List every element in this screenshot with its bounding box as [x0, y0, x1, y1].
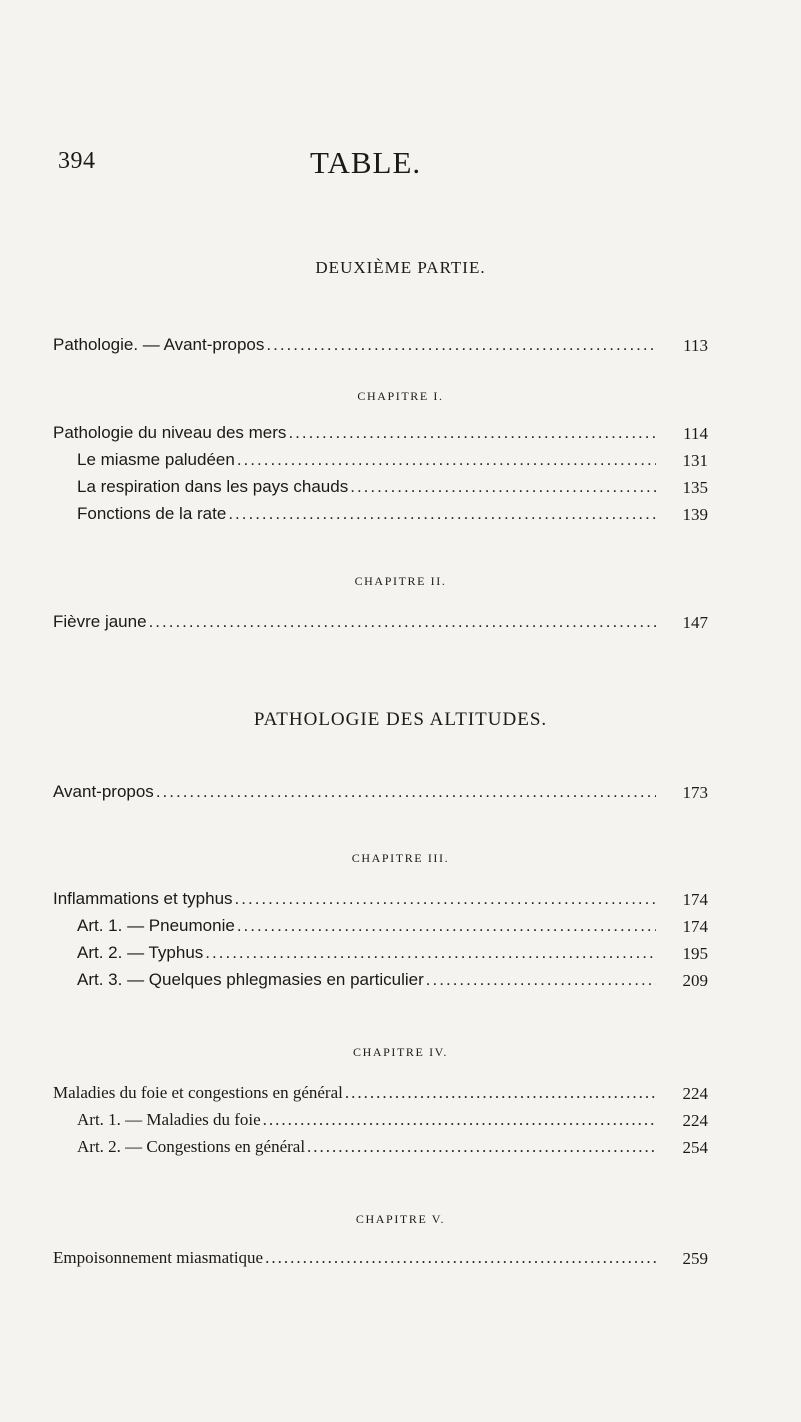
leader-dots	[307, 1136, 656, 1158]
section-title: PATHOLOGIE DES ALTITUDES.	[253, 709, 548, 730]
toc-page-number: 195	[682, 944, 708, 963]
toc-entry-text: Art. 2. — Typhus	[77, 943, 204, 962]
toc-page-number: 131	[682, 451, 708, 470]
toc-entry	[53, 611, 658, 633]
toc-entry	[53, 1247, 658, 1269]
chapter-heading: CHAPITRE V.	[355, 1212, 446, 1226]
chapter-heading: CHAPITRE III.	[351, 851, 450, 865]
leader-dots	[205, 942, 656, 964]
toc-entry-text: Art. 1. — Pneumonie	[77, 916, 235, 935]
toc-page-number: 209	[682, 971, 708, 990]
toc-page-number: 224	[682, 1111, 708, 1130]
leader-dots	[263, 1109, 656, 1131]
leader-dots	[156, 781, 656, 803]
chapter-heading: CHAPITRE I.	[357, 389, 444, 403]
leader-dots	[350, 476, 656, 498]
toc-entry-text: Le miasme paludéen	[77, 450, 235, 469]
leader-dots	[228, 503, 656, 525]
toc-page-number: 259	[682, 1249, 708, 1268]
toc-entry	[77, 969, 658, 991]
toc-entry-text: Empoisonnement miasmatique	[53, 1248, 264, 1267]
chapter-heading: CHAPITRE IV.	[353, 1045, 448, 1059]
toc-entry-text: Fièvre jaune	[53, 612, 147, 631]
toc-entry-text: Art. 1. — Maladies du foie	[77, 1110, 261, 1129]
toc-entry-text: La respiration dans les pays chauds	[77, 477, 349, 496]
toc-entry-text: Pathologie du niveau des mers	[53, 423, 287, 442]
leader-dots	[345, 1082, 656, 1104]
toc-page-number: 254	[682, 1138, 708, 1157]
toc-entry-text: Fonctions de la rate	[77, 504, 227, 523]
leader-dots	[265, 1247, 656, 1269]
part-title: DEUXIÈME PARTIE.	[315, 258, 486, 277]
toc-entry	[53, 888, 658, 910]
toc-entry-text: Pathologie. — Avant-propos	[53, 335, 265, 354]
leader-dots	[235, 888, 656, 910]
toc-page-number: 224	[682, 1084, 708, 1103]
toc-page-number: 135	[682, 478, 708, 497]
leader-dots	[266, 334, 656, 356]
toc-entry	[77, 449, 658, 471]
toc-entry-text: Inflammations et typhus	[53, 889, 233, 908]
toc-entry	[77, 915, 658, 937]
leader-dots	[426, 969, 656, 991]
toc-entry	[53, 781, 658, 803]
toc-entry-text: Art. 2. — Congestions en général	[77, 1137, 306, 1156]
leader-dots	[237, 449, 656, 471]
chapter-heading: CHAPITRE II.	[354, 574, 447, 588]
toc-page-number: 173	[682, 783, 708, 802]
toc-page-number: 139	[682, 505, 708, 524]
toc-entry	[77, 1136, 658, 1158]
toc-entry-text: Avant-propos	[53, 782, 154, 801]
toc-page-number: 113	[683, 336, 708, 355]
toc-entry	[77, 476, 658, 498]
leader-dots	[237, 915, 656, 937]
running-title: TABLE.	[310, 145, 422, 180]
leader-dots	[288, 422, 656, 444]
toc-page-number: 174	[682, 917, 708, 936]
toc-entry	[53, 422, 658, 444]
leader-dots	[149, 611, 656, 633]
toc-entry	[53, 334, 658, 356]
toc-page-number: 147	[682, 613, 708, 632]
toc-entry-text: Art. 3. — Quelques phlegmasies en particulier	[77, 970, 424, 989]
toc-entry	[77, 1109, 658, 1131]
toc-entry-text: Maladies du foie et congestions en général	[53, 1083, 343, 1102]
toc-page-number: 174	[682, 890, 708, 909]
toc-page-number: 114	[683, 424, 708, 443]
toc-entry	[77, 503, 658, 525]
page-number: 394	[58, 148, 96, 174]
toc-entry	[53, 1082, 658, 1104]
toc-entry	[77, 942, 658, 964]
